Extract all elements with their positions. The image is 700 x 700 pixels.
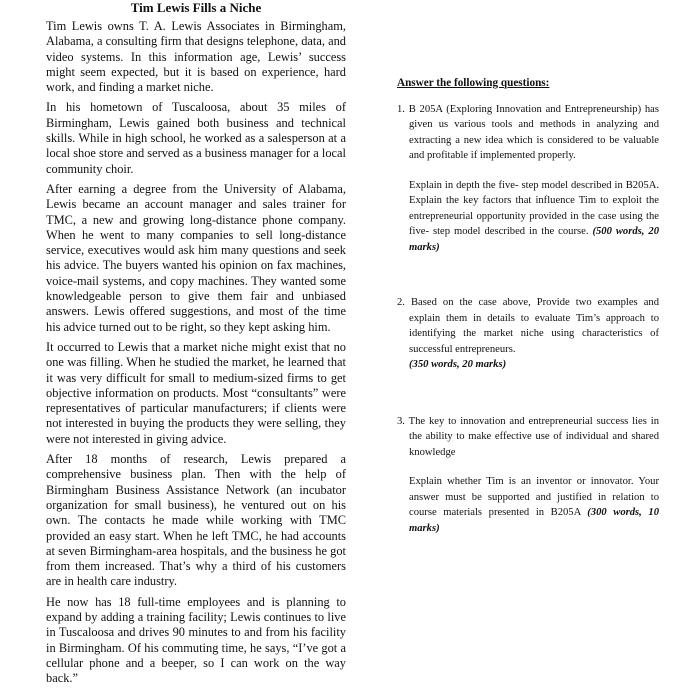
question-3-task [397,474,659,536]
questions-heading: Answer the following questions: [397,77,550,89]
case-paragraph-1: Tim Lewis owns T. A. Lewis Associates in Birmingham, Alabama, a consulting firm that designs telephone, data, and video systems. In this information age, Lewis’ success might seem expected, but it is based on experience, hard work, and finding a market niche. [46,19,346,95]
question-2-text: 2. Based on the case above, Provide two examples and explain them in details to evaluate Tim’s approach to identifying the market niche using characteristics of successful entrepreneurs. [397,297,659,355]
case-paragraph-6: He now has 18 full-time employees and is planning to expand by adding a training facility; Lewis continues to live in Tuscaloosa and drives 90 minutes to and from his facility in Birmingham. Of his commuting time, he says, “I’ve got a cellular phone and a beeper, so I can work on the way back.” [46,594,346,686]
question-3-text: 3. The key to innovation and entrepreneurial success lies in the ability to make effective use of individual and shared knowledge [397,415,659,458]
question-3-marks: (300 words, 10 marks) [409,507,659,534]
case-paragraph-5: After 18 months of research, Lewis prepared a comprehensive business plan. Then with the help of Birmingham Business Assistance Network (an incubator organization for small business), he ventured out on his own. The contacts he made while working with TMC provided an easy start. When he left TMC, he had accounts at seven Birmingham-area hospitals, and the business he got from them increased. That’s why a third of his customers are in health care industry. [46,452,346,589]
question-2 [397,295,659,373]
question-1-task-text: Explain in depth the five- step model described in B205A. Explain the key factors that influence Tim to exploit the entrepreneurial opportunity provided in the case using the five- step model described in the course. [409,179,659,237]
question-1-marks: (500 words, 20 marks) [409,226,659,253]
case-title: Tim Lewis Fills a Niche [130,0,262,15]
questions-column [397,76,659,536]
question-2-marks-line [397,357,659,373]
question-3-task-text: Explain whether Tim is an inventor or innovator. Your answer must be supported and justified in relation to course materials presented in B205A [409,476,659,518]
question-3 [397,414,659,537]
question-2-marks: (350 words, 20 marks) [409,359,507,370]
question-1-text: 1. B 205A (Exploring Innovation and Entrepreneurship) has given us various tools and methods in analyzing and extracting a new idea which is considered to be valuable and profitable if implemented properly. [397,103,659,161]
case-paragraph-3: After earning a degree from the University of Alabama, Lewis became an account manager and sales trainer for TMC, a new and growing long-distance phone company. When he went to many companies to sell long-distance service, executives would ask him many questions and seek his advice. The buyers wanted his opinion on fax machines, voice-mail systems, and copy machines. They wanted some knowledgeable person to give them fair and unbiased answers. Lewis offered suggestions, and most of the time his advice turned out to be right, so they kept asking him. [46,181,346,334]
case-study-column [46,0,346,691]
case-paragraph-2: In his hometown of Tuscaloosa, about 35 miles of Birmingham, Lewis gained both business and technical skills. While in high school, he worked as a salesperson at a local shoe store and served as a business manager for a local community choir. [46,100,346,176]
question-1 [397,102,659,256]
question-1-task [397,178,659,256]
case-paragraph-4: It occurred to Lewis that a market niche might exist that no one was filling. When he studied the market, he learned that it was very difficult for small to medium-sized firms to get objective information on products. Most “consultants” were representatives of particular manufacturers; if clients were not interested in buying the products they were selling, they were not interested in giving advice. [46,339,346,446]
